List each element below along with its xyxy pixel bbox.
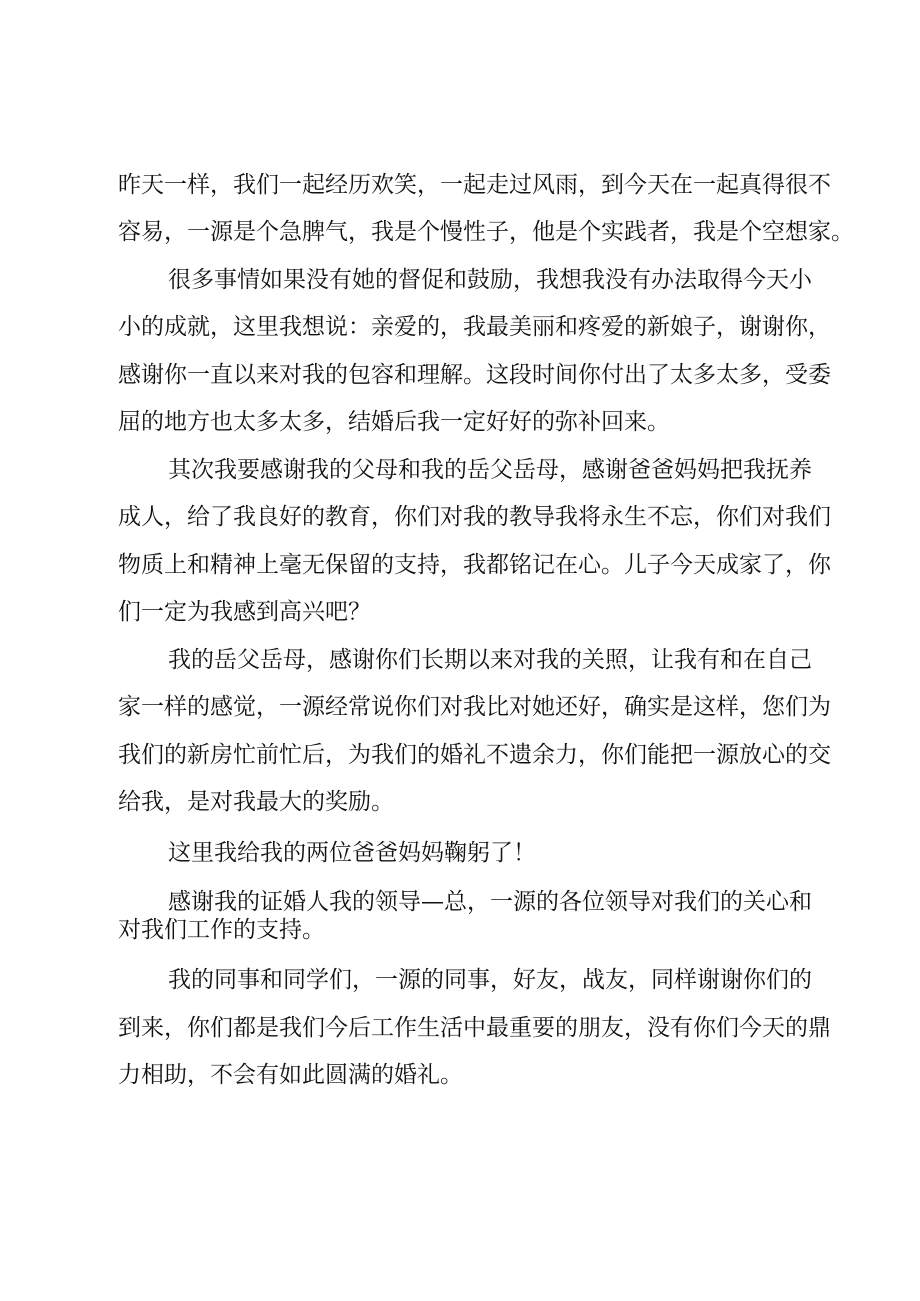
paragraph-7-line-1: 我的同事和同学们，一源的同事，好友，战友，同样谢谢你们的 xyxy=(168,967,812,993)
paragraph-7-line-2: 到来，你们都是我们今后工作生活中最重要的朋友，没有你们今天的鼎 xyxy=(118,1015,831,1041)
paragraph-5-line-1: 这里我给我的两位爸爸妈妈鞠躬了！ xyxy=(168,840,536,866)
paragraph-6-line-1: 感谢我的证婚人我的领导—总，一源的各位领导对我们的关心和 xyxy=(168,889,812,915)
paragraph-2-line-2: 小的成就，这里我想说：亲爱的，我最美丽和疼爱的新娘子，谢谢你， xyxy=(118,314,831,340)
paragraph-1-line-2: 容易，一源是个急脾气，我是个慢性子，他是个实践者，我是个空想家。 xyxy=(118,219,854,245)
paragraph-3-line-4: 们一定为我感到高兴吧？ xyxy=(118,599,371,625)
paragraph-4-line-2: 家一样的感觉，一源经常说你们对我比对她还好，确实是这样，您们为 xyxy=(118,694,831,720)
paragraph-4-line-1: 我的岳父岳母，感谢你们长期以来对我的关照，让我有和在自己 xyxy=(168,647,812,673)
paragraph-7-line-3: 力相助，不会有如此圆满的婚礼。 xyxy=(118,1062,463,1088)
paragraph-3-line-3: 物质上和精神上毫无保留的支持，我都铭记在心。儿子今天成家了，你 xyxy=(118,552,831,578)
paragraph-2-line-4: 屈的地方也太多太多，结婚后我一定好好的弥补回来。 xyxy=(118,409,670,435)
paragraph-4-line-4: 给我，是对我最大的奖励。 xyxy=(118,789,394,815)
paragraph-2-line-1: 很多事情如果没有她的督促和鼓励，我想我没有办法取得今天小 xyxy=(168,267,812,293)
paragraph-3-line-2: 成人，给了我良好的教育，你们对我的教导我将永生不忘，你们对我们 xyxy=(118,504,831,530)
paragraph-6-line-2: 对我们工作的支持。 xyxy=(118,917,325,943)
paragraph-4-line-3: 我们的新房忙前忙后，为我们的婚礼不遗余力，你们能把一源放心的交 xyxy=(118,742,831,768)
paragraph-3-line-1: 其次我要感谢我的父母和我的岳父岳母，感谢爸爸妈妈把我抚养 xyxy=(168,457,812,483)
paragraph-2-line-3: 感谢你一直以来对我的包容和理解。这段时间你付出了太多太多，受委 xyxy=(118,362,831,388)
paragraph-1-line-1: 昨天一样，我们一起经历欢笑，一起走过风雨，到今天在一起真得很不 xyxy=(118,172,831,198)
